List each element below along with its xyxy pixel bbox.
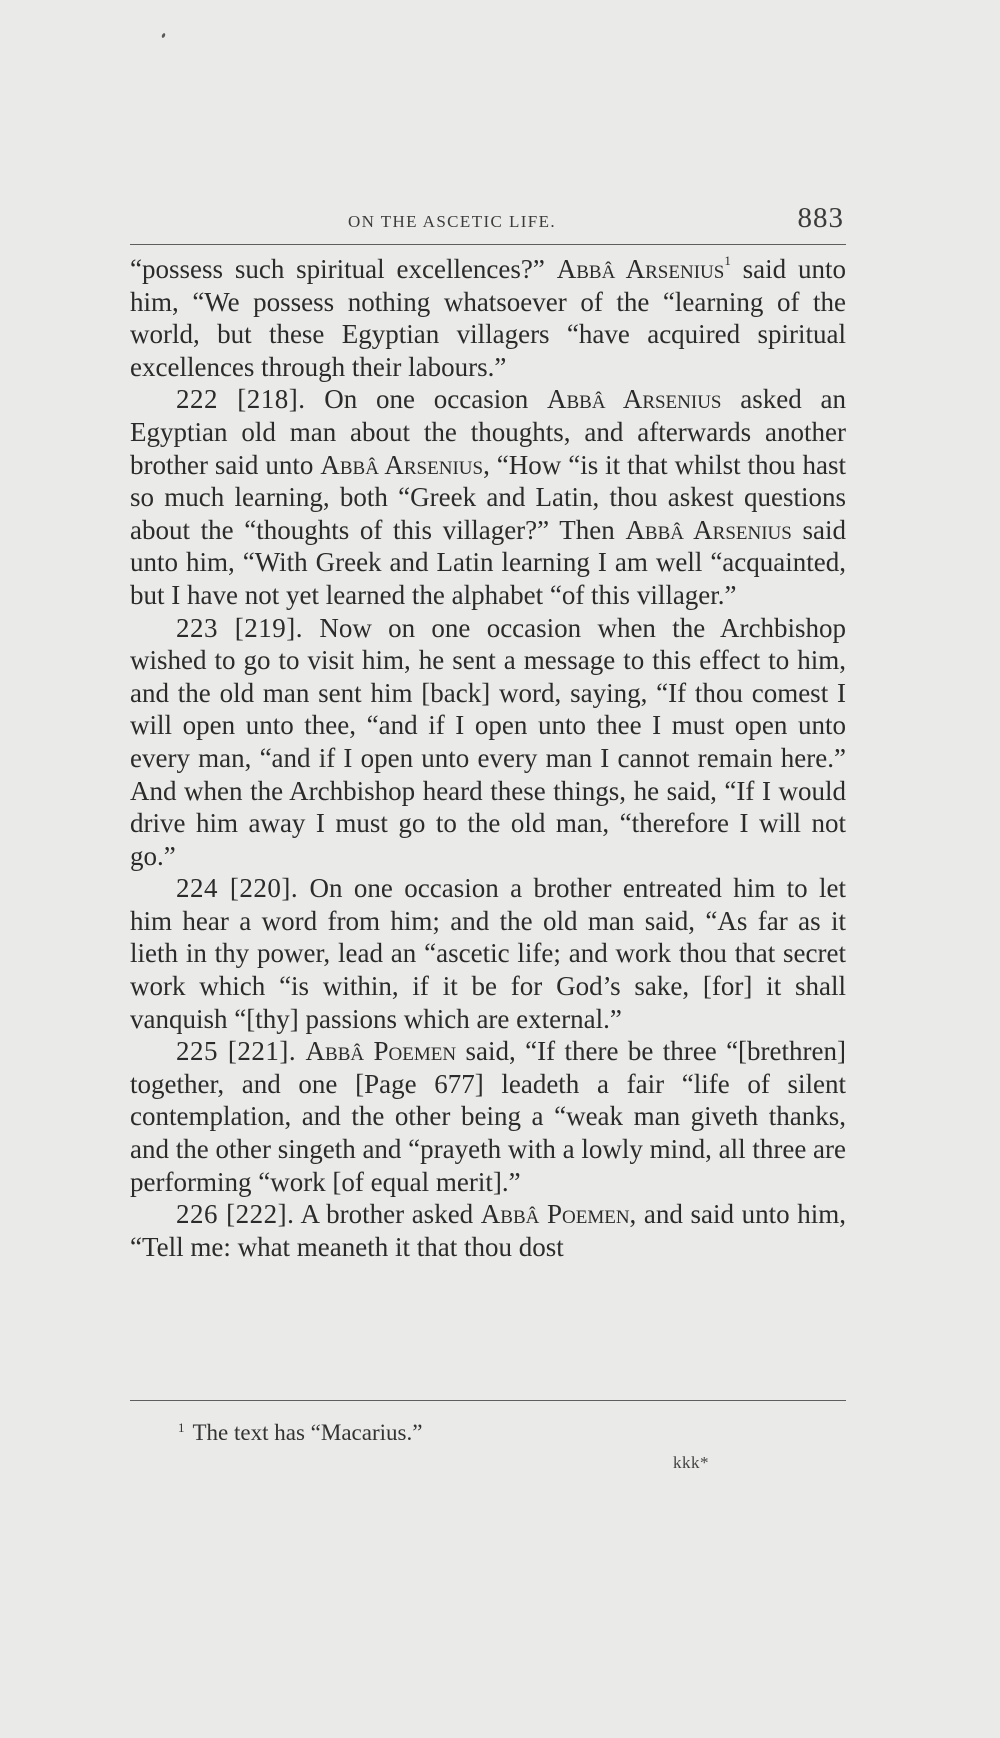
footnote-text: The text has “Macarius.” <box>192 1420 423 1445</box>
running-title: ON THE ASCETIC LIFE. <box>348 212 557 231</box>
page-number: 883 <box>797 202 844 234</box>
person-name: Abbâ Arsenius <box>625 514 792 545</box>
paragraph-text <box>296 1036 305 1066</box>
paragraph-text: asked an Egyptian old man about the thoughts, and afterwards another brother said unto <box>130 384 846 480</box>
body-text <box>130 253 846 1263</box>
paragraph-223 <box>130 612 846 873</box>
paragraph-226 <box>130 1198 846 1263</box>
footnote-marker: 1 <box>178 1420 185 1435</box>
person-name: Abbâ Arsenius <box>556 254 725 284</box>
paragraph-text: Now on one occasion when the Archbishop wished to go to visit him, he sent a message to this effect to him, and the old man sent him [back] word, saying, “If thou comest I will open unto thee, “and if I open unto thee I must open unto every man, “and if I open unto every man I cannot remain here.” And when the Archbishop heard these things, he said, “If I would drive him away I must go to the old man, “therefore I will not go.” <box>130 612 846 871</box>
footnote-reference: 1 <box>724 253 731 268</box>
page-header <box>130 204 846 244</box>
ink-speck <box>161 33 166 39</box>
footnote <box>178 1420 422 1446</box>
paragraph-text: “possess such spiritual excellences?” <box>130 254 557 284</box>
person-name: Abbâ Poemen <box>305 1036 457 1067</box>
paragraph-225 <box>130 1035 846 1198</box>
paragraph-text: On one occasion a brother entreated him to let him hear a word from him; and the old man said, “As far as it lieth in thy power, lead an “ascetic life; and work thou that secret work which “is within, if it be for God’s sake, [for] it shall vanquish “[thy] passions which are external.” <box>130 873 846 1034</box>
paragraph-text: On one occasion <box>305 384 547 415</box>
person-name: Abbâ Arsenius <box>546 384 722 415</box>
paragraph-number: 225 [221]. <box>176 1036 297 1067</box>
paragraph-number: 222 [218]. <box>176 384 306 415</box>
paragraph-continuation <box>130 253 846 383</box>
paragraph-text: said unto him, “With Greek and Latin learning I am well “acquainted, but I have not yet learned the alphabet “of this villager.” <box>130 514 846 610</box>
paragraph-text: , “How “is it that whilst thou hast so much learning, both “Greek and Latin, thou askest questions about the “thoughts of this villager?” Then <box>130 449 846 545</box>
person-name: Abbâ Poemen <box>480 1199 630 1230</box>
footnote-rule <box>130 1400 846 1401</box>
paragraph-number: 226 [222]. <box>176 1199 295 1230</box>
signature-mark: kkk* <box>673 1453 709 1472</box>
paragraph-text: A brother asked <box>294 1199 481 1230</box>
paragraph-number: 223 [219]. <box>176 612 304 643</box>
paragraph-222 <box>130 383 846 611</box>
paragraph-text: said unto him, “We possess nothing whatsoever of the “learning of the world, but these Egyptian villagers “have acquired spiritual excellences through their labours.” <box>130 254 847 382</box>
person-name: Abbâ Arsenius <box>320 449 484 480</box>
paragraph-number: 224 [220]. <box>176 873 299 904</box>
paragraph-text: , and said unto him, “Tell me: what meaneth it that thou dost <box>130 1199 846 1262</box>
paragraph-text: said, “If there be three “[brethren] together, and one [Page 677] leadeth a fair “life of silent contemplation, and the other being a “weak man giveth thanks, and the other singeth and “prayeth with a lowly mind, all three are performing “work [of equal merit].” <box>130 1036 847 1197</box>
paragraph-224 <box>130 872 846 1035</box>
header-rule <box>130 244 846 245</box>
